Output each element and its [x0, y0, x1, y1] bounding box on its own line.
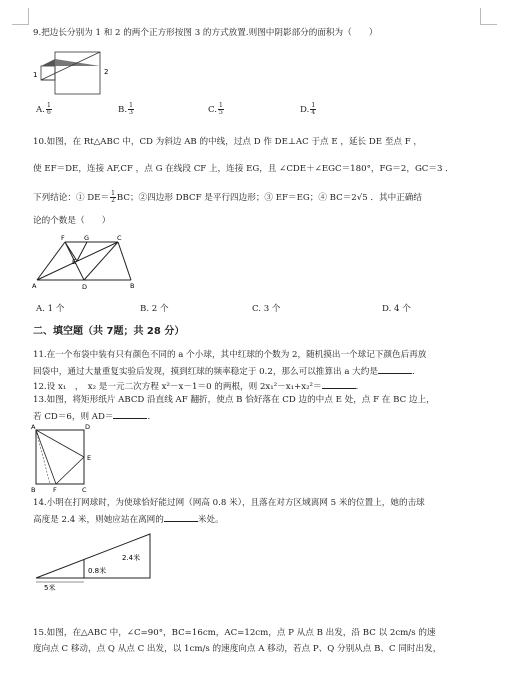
- q15-line-1: 15.如图，在△ABC 中，∠C=90°，BC=16cm，AC=12cm，点 P 从点 B 出发，沿 BC 以 2cm/s 的速: [33, 628, 436, 638]
- q14-label-net-0-8: 0.8米: [88, 567, 107, 575]
- q11-line-1: 11.在一个布袋中装有只有颜色不同的 a 个小球，其中红球的个数为 2，随机摸出一个球记下颜色后再放: [33, 350, 427, 360]
- q10-label-e: E: [72, 258, 77, 266]
- q13-label-a: A: [31, 424, 36, 431]
- q10-line-2: 使 EF＝DE，连接 AF,CF ，点 G 在线段 CF 上，连接 EG，且 ∠CDE＋∠EGC＝180°，FG＝2，GC＝3 ．: [33, 164, 454, 174]
- q14-answer-blank[interactable]: [164, 512, 198, 522]
- q12-answer-blank[interactable]: [322, 379, 356, 389]
- q13-answer-blank[interactable]: [113, 409, 147, 419]
- q9-fig-label-2: 2: [104, 68, 109, 76]
- q13-label-b: B: [31, 486, 36, 494]
- corner-mark-top-left: [12, 8, 29, 25]
- q14-label-distance-5: 5米: [44, 584, 56, 592]
- q9-option-c[interactable]: C. $\frac{1}{5}$: [208, 102, 223, 116]
- q10-label-f: F: [61, 234, 65, 242]
- q9-fig-label-1: 1: [33, 71, 38, 79]
- q10-line-4: 论的个数是（ ）: [33, 216, 111, 226]
- q10-label-b: B: [130, 282, 135, 290]
- q10-line-3: 下列结论：① DE＝ $\frac{1}{2}$ BC；②四边形 DBCF 是平行四边形；③ EF＝EG；④ BC＝2√5 ．其中正确结: [33, 190, 422, 204]
- q10-option-d[interactable]: D. 4 个: [382, 304, 411, 314]
- q9-option-b[interactable]: B. $\frac{1}{3}$: [118, 102, 133, 116]
- q10-label-a: A: [32, 282, 37, 290]
- q9-stem: 9.把边长分别为 1 和 2 的两个正方形按图 3 的方式放置.则图中阴影部分的面积为（ ）: [33, 28, 378, 38]
- q11-answer-blank[interactable]: [378, 364, 412, 374]
- q15-line-2: 度向点 C 移动，点 Q 从点 C 出发，以 1cm/s 的速度向点 A 移动，若点 P、Q 分别从点 B、C 同时出发，: [33, 644, 442, 654]
- q10-line-1: 10.如图，在 Rt△ABC 中，CD 为斜边 AB 的中线，过点 D 作 DE⊥AC 于点 E ，延长 DE 至点 F ，: [33, 137, 422, 147]
- q13-figure: [30, 424, 100, 494]
- q13-line-2: 若 CD＝6，则 AD＝ .: [33, 409, 150, 423]
- q10-label-d: D: [82, 283, 88, 291]
- q10-figure: [32, 232, 142, 292]
- q14-figure: [32, 530, 162, 592]
- q10-option-c[interactable]: C. 3 个: [252, 304, 281, 314]
- q13-label-f: F: [53, 486, 57, 494]
- q9-shaded-region: [41, 59, 55, 66]
- q9-figure: [32, 44, 112, 99]
- q9-option-d[interactable]: D. $\frac{1}{4}$: [300, 102, 316, 116]
- section-heading-fill-in: 二、填空题（共 7题；共 28 分）: [33, 326, 185, 337]
- q13-label-d: D: [85, 424, 91, 431]
- q14-label-height-2-4: 2.4米: [122, 554, 141, 562]
- q10-option-b[interactable]: B. 2 个: [140, 304, 169, 314]
- q13-line-1: 13.如图，将矩形纸片 ABCD 沿直线 AF 翻折，使点 B 恰好落在 CD 边的中点 E 处，点 F 在 BC 边上，: [33, 395, 435, 405]
- q13-label-c: C: [82, 486, 87, 494]
- q10-label-g: G: [84, 234, 90, 242]
- q14-line-1: 14.小明在打网球时，为使球恰好能过网（网高 0.8 米），且落在对方区域离网 5 米的位置上，她的击球: [33, 498, 425, 508]
- corner-mark-top-right: [480, 8, 497, 25]
- q11-line-2: 回袋中，通过大量重复实验后发现，摸到红球的频率稳定于 0.2，那么可以推算出 a 大约是 .: [33, 364, 415, 378]
- q14-line-2: 高度是 2.4 米，则她应站在离网的 米处。: [33, 512, 224, 526]
- q12-line: 12.设 x₁ ， x₂ 是一元二次方程 x²－x－1＝0 的两根，则 2x₁²－x₁+x₂²＝ .: [33, 379, 358, 393]
- q9-option-a[interactable]: A. $\frac{1}{6}$: [36, 102, 51, 116]
- q13-label-e: E: [87, 454, 92, 462]
- q10-label-c: C: [117, 234, 122, 242]
- q10-option-a[interactable]: A. 1 个: [36, 304, 65, 314]
